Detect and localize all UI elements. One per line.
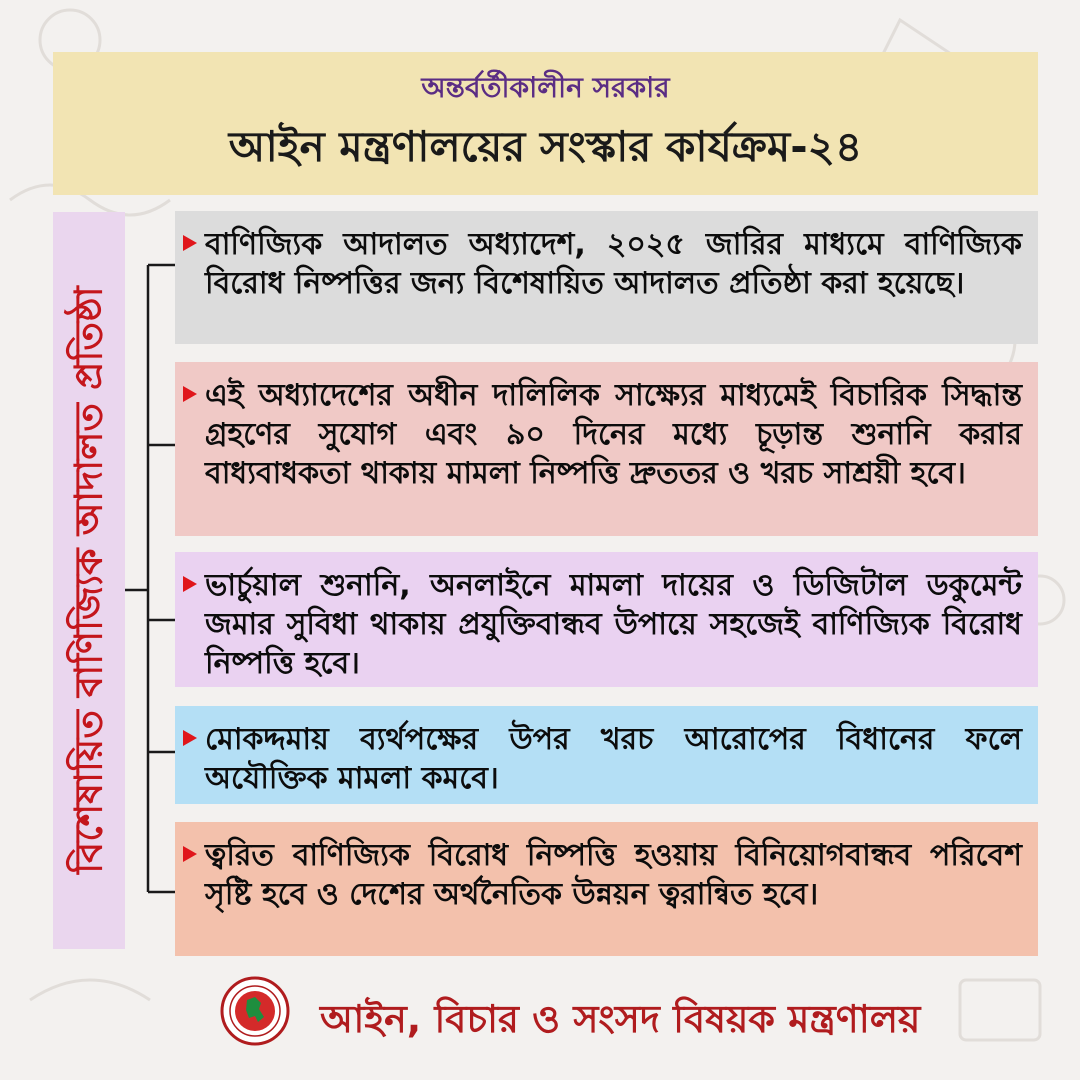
list-item [175,211,1038,344]
list-item-text: মোকদ্দমায় ব্যর্থপক্ষের উপর খরচ আরোপের বিধানের ফলে অযৌক্তিক মামলা কমবে। [205,722,1022,796]
list-item [175,362,1038,536]
bullet-arrow-icon [183,386,197,402]
list-item [175,706,1038,804]
list-item-text: ভার্চুয়াল শুনানি, অনলাইনে মামলা দায়ের ও ডিজিটাল ডকুমেন্ট জমার সুবিধা থাকায় প্রযুক্তিবান্ধব উপায়ে সহজেই বাণিজ্যিক বিরোধ নিষ্পত্তি হবে। [205,568,1022,681]
footer [220,972,940,1052]
bullet-arrow-icon [183,846,197,862]
bullet-arrow-icon [183,235,197,251]
list-item [175,552,1038,687]
header-title: আইন মন্ত্রণালয়ের সংস্কার কার্যক্রম-২৪ [228,122,863,171]
list-item-text: ত্বরিত বাণিজ্যিক বিরোধ নিষ্পত্তি হওয়ায় বিনিয়োগবান্ধব পরিবেশ সৃষ্টি হবে ও দেশের অর্থনৈতিক উন্নয়ন ত্বরান্বিত হবে। [205,838,1022,912]
bullet-arrow-icon [183,576,197,592]
list-item [175,822,1038,956]
bullet-arrow-icon [183,730,197,746]
list-item-text: এই অধ্যাদেশের অধীন দালিলিক সাক্ষ্যের মাধ্যমেই বিচারিক সিদ্ধান্ত গ্রহণের সুযোগ এবং ৯০ দিনের মধ্যে চূড়ান্ত শুনানি করার বাধ্যবাধকতা থাকায় মামলা নিষ্পত্তি দ্রুততর ও খরচ সাশ্রয়ী হবে। [205,378,1022,491]
side-label: বিশেষায়িত বাণিজ্যিক আদালত প্রতিষ্ঠা [66,286,111,874]
government-seal-icon [220,976,290,1046]
header-banner [53,52,1038,195]
header-supertitle: অন্তর্বর্তীকালীন সরকার [421,71,670,104]
ministry-name: আইন, বিচার ও সংসদ বিষয়ক মন্ত্রণালয় [320,997,921,1041]
list-item-text: বাণিজ্যিক আদালত অধ্যাদেশ, ২০২৫ জারির মাধ্যমে বাণিজ্যিক বিরোধ নিষ্পত্তির জন্য বিশেষায়িত আদালত প্রতিষ্ঠা করা হয়েছে। [205,227,1022,301]
